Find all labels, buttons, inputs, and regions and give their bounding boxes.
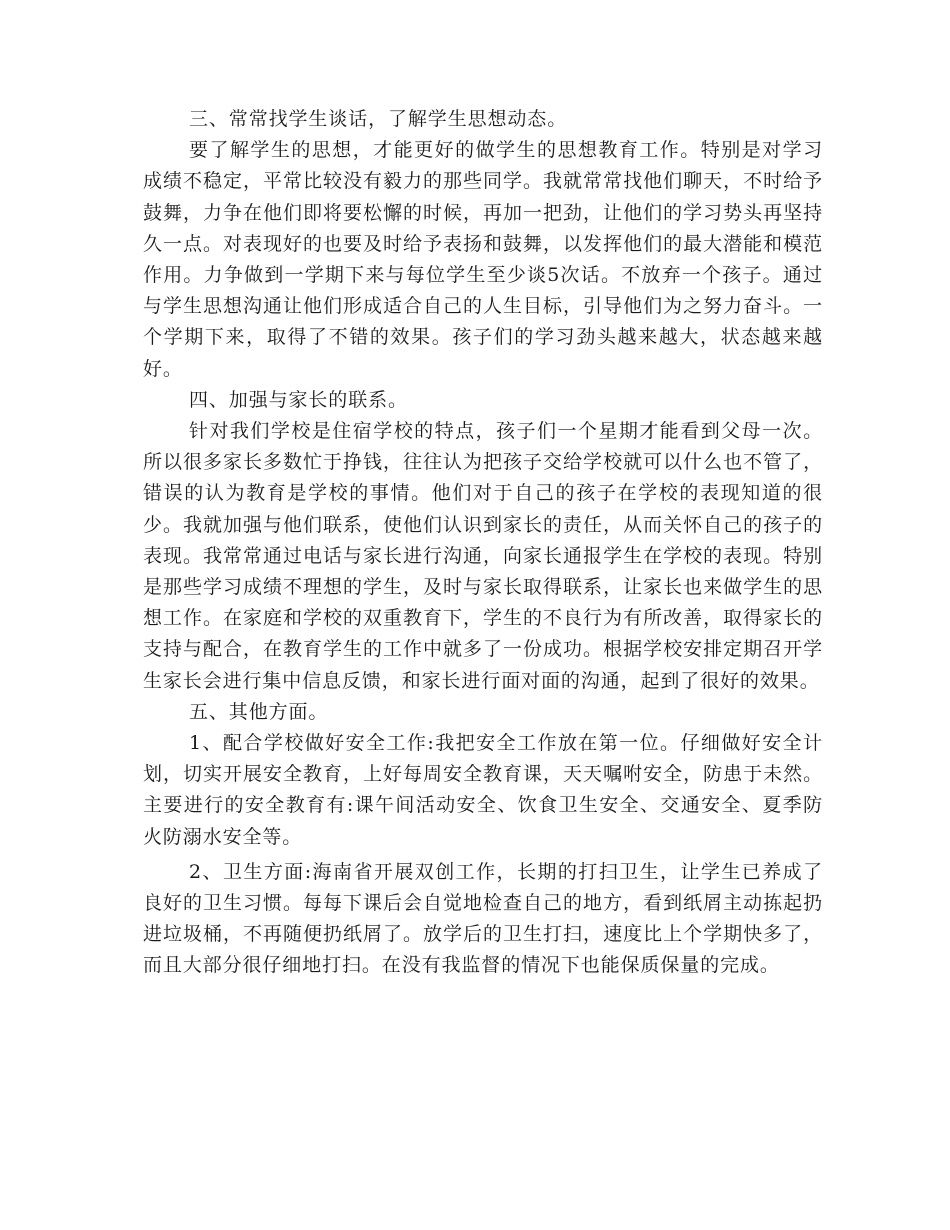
section-paragraph-3: 要了解学生的思想，才能更好的做学生的思想教育工作。特别是对学习成绩不稳定，平常比较没有毅力的那些同学。我就常常找他们聊天，不时给予鼓舞，力争在他们即将要松懈的时候，再加一把劲，让他们的学习势头再坚持久一点。对表现好的也要及时给予表扬和鼓舞，以发挥他们的最大潜能和模范作用。力争做到一学期下来与每位学生至少谈5次话。不放弃一个孩子。通过与学生思想沟通让他们形成适合自己的人生目标，引导他们为之努力奋斗。一个学期下来，取得了不错的效果。孩子们的学习劲头越来越大，状态越来越好。: [143, 139, 823, 380]
section-paragraph-4: 针对我们学校是住宿学校的特点，孩子们一个星期才能看到父母一次。所以很多家长多数忙于挣钱，往往认为把孩子交给学校就可以什么也不管了，错误的认为教育是学校的事情。他们对于自己的孩子在学校的表现知道的很少。我就加强与他们联系，使他们认识到家长的责任，从而关怀自己的孩子的表现。我常常通过电话与家长进行沟通，向家长通报学生在学校的表现。特别是那些学习成绩不理想的学生，及时与家长取得联系，让家长也来做学生的思想工作。在家庭和学校的双重教育下，学生的不良行为有所改善，取得家长的支持与配合，在教育学生的工作中就多了一份成功。根据学校安排定期召开学生家长会进行集中信息反馈，和家长进行面对面的沟通，起到了很好的效果。: [143, 420, 823, 692]
document-body: [143, 104, 823, 982]
safety-work-paragraph: 1、配合学校做好安全工作:我把安全工作放在第一位。仔细做好安全计划，切实开展安全教育，上好每周安全教育课，天天嘱咐安全，防患于未然。主要进行的安全教育有:课午间活动安全、饮食卫生安全、交通安全、夏季防火防溺水安全等。: [143, 732, 823, 848]
section-heading-4: 四、加强与家长的联系。: [189, 388, 408, 411]
section-heading-5: 五、其他方面。: [189, 700, 329, 723]
hygiene-paragraph: 2、卫生方面:海南省开展双创工作，长期的打扫卫生，让学生已养成了良好的卫生习惯。每每下课后会自觉地检查自己的地方，看到纸屑主动拣起扔进垃圾桶，不再随便扔纸屑了。放学后的卫生打扫，速度比上个学期快多了，而且大部分很仔细地打扫。在没有我监督的情况下也能保质保量的完成。: [143, 860, 823, 977]
section-heading-3: 三、常常找学生谈话，了解学生思想动态。: [189, 108, 568, 130]
